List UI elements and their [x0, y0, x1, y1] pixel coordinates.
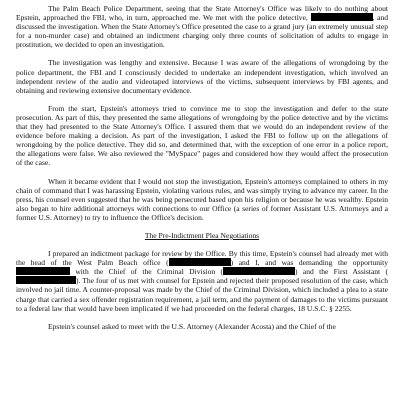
paragraph-text: with the Chief of the Criminal Division ( — [70, 267, 224, 277]
redaction-box — [311, 13, 373, 21]
paragraph-text: I prepared an indictment package for review by the Office. By this time, Epstein's counsel had already met with the head of the West Palm Beach office ( — [16, 249, 388, 268]
paragraph-text: Epstein's counsel asked to meet with the U.S. Attorney (Alexander Acosta) and the Chief of the — [48, 321, 336, 331]
paragraph-text: From the start, Epstein's attorneys tried to convince me to stop the investigation and defer to the state prosecution. As part of this, they presented the same allegations of wrongdoing by the police detective and by the victims that they had presented to the State Attorney's Office. I assured them that we would do an independent review of the evidence before making a decision. As part of the investigation, I asked the FBI to follow up on the allegations of wrongdoing by the police detective. They did so, and determined that, with the exception of one error in a police report, the allegations were false. We also reviewed the "MySpace" pages and considered how they would affect the prosecution of the case. — [16, 103, 388, 168]
paragraph — [16, 4, 388, 49]
redaction-box — [16, 267, 70, 275]
paragraph — [16, 322, 388, 331]
paragraph-text: ) and I, and was demanding the opportunity — [230, 258, 388, 268]
paragraph-text: ). The four of us met with counsel for Epstein and rejected their proposed resolution of the case, which involved no jail time. A counter-proposal was made by the Chief of the Criminal Division, which included a plea to a state charge that carried a sex offender registration requirement, a jail term, and the payment of damages to the victims pursuant to a federal law that would have been implicated if we had proceeded on the federal charges, 18 U.S.C. § 2255. — [16, 276, 388, 313]
body-paragraphs-continued — [16, 249, 388, 331]
section-heading: The Pre-Indictment Plea Negotiations — [144, 230, 260, 240]
paragraph — [16, 249, 388, 313]
redaction-box — [169, 258, 231, 266]
body-paragraphs — [16, 4, 388, 222]
redaction-box — [223, 267, 295, 275]
paragraph — [16, 58, 388, 94]
redaction-box — [16, 276, 76, 284]
paragraph-text: When it became evident that I would not stop the investigation, Epstein's attorneys complained to others in my chain of command that I was harassing Epstein, violating various rules, and was simply trying to advance my career. In the press, his counsel even suggested that he was being persecuted based upon his religion or because he was wealthy. Epstein also began to hire additional attorneys with connections to our Office (a series of former Assistant U.S. Attorneys and a former U.S. Attorney) to try to influence the Office's decision. — [16, 176, 388, 222]
paragraph-text: , and discussed the investigation. When the State Attorney's Office presented the case to a grand jury (an extremely unusual step for a non-murder case) and obtained an indictment charging only three counts of solicitation of adults to engage in prostitution, we decided to open an investigation. — [16, 13, 388, 50]
paragraph-text: The investigation was lengthy and extensive. Because I was aware of the allegations of wrongdoing by the police department, the FBI and I consciously decided to undertake an independent investigation, which involved an independent review of the audio and videotaped interviews of the victims, subsequent interviews by FBI agents, and obtaining and reviewing extensive documentary evidence. — [16, 58, 388, 95]
paragraph — [16, 177, 388, 222]
paragraph-text: The Palm Beach Police Department, seeing that the State Attorney's Office was likely to do nothing about Epstein, approached the FBI, who, in turn, approached me. We met with the police detective, — [16, 4, 388, 23]
paragraph — [16, 104, 388, 168]
paragraph-text: ) and the First Assistant ( — [295, 267, 388, 277]
